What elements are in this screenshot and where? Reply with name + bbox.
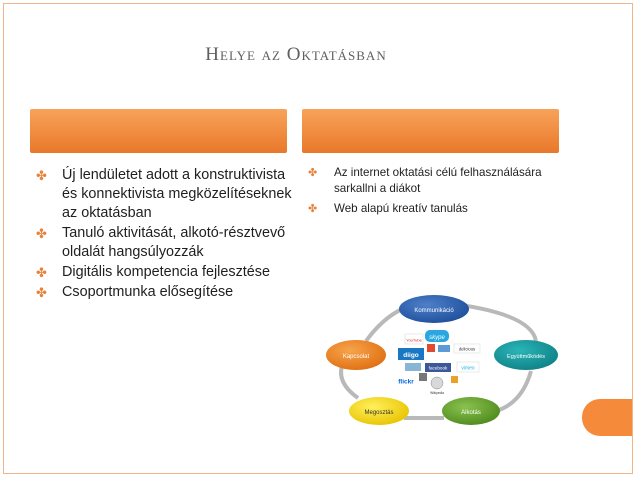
bullet-icon: ✤	[36, 265, 47, 280]
svg-text:facebook: facebook	[428, 365, 448, 371]
node-megosztas	[349, 397, 409, 425]
list-item: ✤ Az internet oktatási célú felhasználására sarkallni a diákot	[308, 166, 542, 195]
svg-text:Wikipedia: Wikipedia	[430, 391, 444, 395]
svg-text:diigo: diigo	[403, 352, 419, 359]
logo-diigo	[398, 348, 424, 360]
bullet-icon: ✤	[36, 168, 47, 183]
svg-text:delicious: delicious	[458, 346, 476, 352]
node-kapcsolat	[326, 340, 386, 370]
svg-text:Alkotás: Alkotás	[461, 410, 481, 416]
web20-cycle-diagram	[326, 293, 558, 431]
left-bullet-list	[30, 166, 292, 303]
logo-flickr	[394, 375, 418, 386]
svg-text:YouTube: YouTube	[406, 337, 422, 343]
bullet-icon: ✤	[308, 203, 318, 215]
logo-vimeo	[457, 362, 479, 372]
right-header-band	[302, 109, 559, 153]
bullet-icon: ✤	[36, 285, 47, 300]
list-item: ✤ Új lendületet adott a konstruktivista és konnektivista megközelítéseknek az oktatásban	[36, 167, 292, 221]
svg-text:vimeo: vimeo	[461, 365, 475, 372]
logo-wikipedia	[430, 377, 444, 395]
list-item: ✤ Tanuló aktivitását, alkotó-résztvevő oldalát hangsúlyozzák	[36, 225, 286, 260]
svg-text:Megosztás: Megosztás	[364, 410, 394, 416]
cycle-arrow	[496, 371, 531, 411]
logo-youtube	[405, 334, 423, 344]
svg-text:Együttműködés: Együttműködés	[507, 354, 545, 360]
slide-title: Helye az Oktatásban	[205, 44, 387, 65]
svg-text:flickr: flickr	[398, 378, 414, 386]
list-item: ✤ Digitális kompetencia fejlesztése	[36, 264, 270, 280]
svg-text:skype: skype	[429, 335, 445, 341]
slide-corner-tab	[582, 399, 632, 436]
list-item: ✤ Csoportmunka elősegítése	[36, 284, 234, 300]
svg-text:Kommunikáció: Kommunikáció	[414, 308, 454, 314]
right-bullet-list	[302, 165, 562, 221]
logo-skype	[425, 330, 449, 342]
bullet-icon: ✤	[36, 226, 47, 241]
node-egyuttmukodes	[494, 340, 558, 370]
left-header-band	[30, 109, 287, 153]
node-alkotas	[442, 397, 500, 425]
bullet-icon: ✤	[308, 167, 318, 179]
svg-text:Kapcsolat: Kapcsolat	[342, 354, 370, 360]
list-item: ✤ Web alapú kreatív tanulás	[308, 202, 468, 215]
logo-facebook	[425, 363, 451, 372]
logo-delicious	[454, 344, 480, 353]
node-kommunikacio	[399, 295, 469, 323]
